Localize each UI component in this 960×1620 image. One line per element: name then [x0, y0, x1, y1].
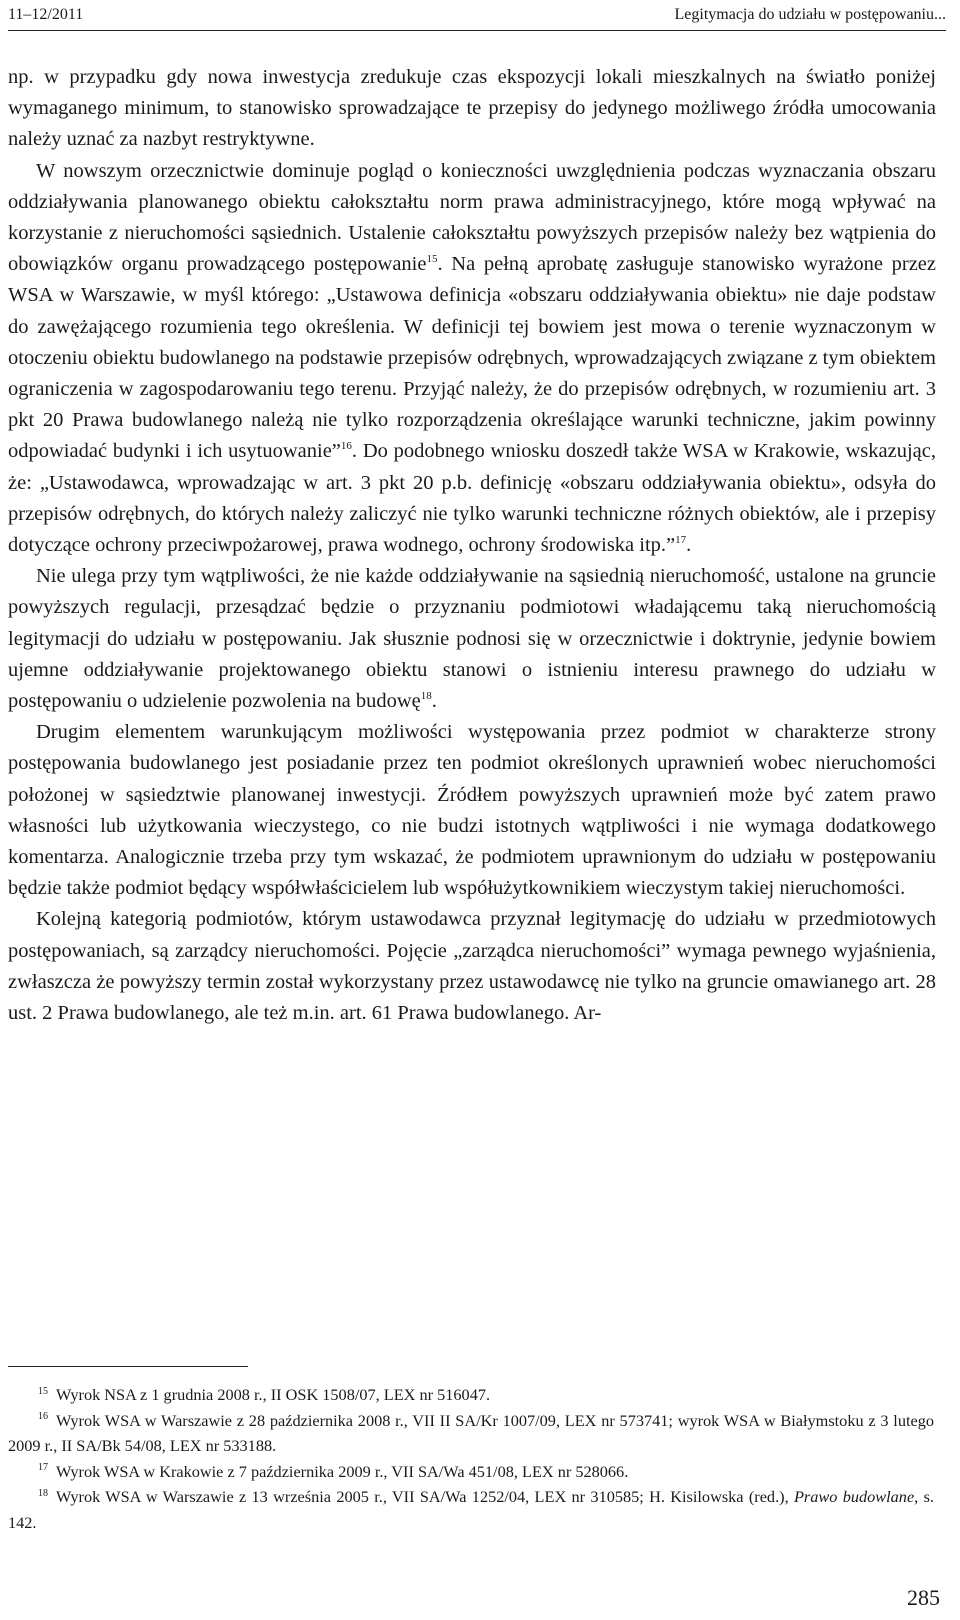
footnote-text: Wyrok WSA w Krakowie z 7 października 2009 r., VII SA/Wa 451/08, LEX nr 528066.	[56, 1461, 629, 1481]
issue-number: 11–12/2011	[8, 6, 84, 23]
footnote-text: Wyrok WSA w Warszawie z 28 października 2008 r., VII II SA/Kr 1007/09, LEX nr 573741; wyrok WSA w Białymstoku z 3 lutego 2009 r., II SA/Bk 54/08, LEX nr 533188.	[8, 1410, 934, 1455]
paragraph-text: . Do podobnego wniosku doszedł także WSA w Krakowie, wskazując, że: „Ustawodawca, wprowadzając w art. 3 pkt 20 p.b. definicję «obszaru oddziaływania obiektu», odsyła do przepisów odrębnych, do których należy zaliczyć nie tylko warunki techniczne różnych obiektów, ale i przepisy dotyczące ochrony przeciwpożarowej, prawa wodnego, ochrony środowiska itp.”	[8, 440, 936, 557]
footnote-ref[interactable]: 16	[340, 440, 352, 453]
page-number: 285	[907, 1585, 940, 1610]
footnote-text: Wyrok NSA z 1 grudnia 2008 r., II OSK 1508/07, LEX nr 516047.	[56, 1385, 491, 1404]
footnote-text: Wyrok WSA w Warszawie z 13 września 2005 r., VII SA/Wa 1252/04, LEX nr 310585; H. Kisilowska (red.),	[56, 1487, 789, 1506]
footnote	[8, 1408, 934, 1459]
footnote-divider	[8, 1366, 248, 1367]
paragraph-text: . Na pełną aprobatę zasługuje stanowisko wyrażone przez WSA w Warszawie, w myśl którego: „Ustawowa definicja «obszaru oddziaływania obiektu» nie daje podstaw do zawężającego rozumienia tego określenia. W definicji tej bowiem jest mowa o terenie wyznaczonym w otoczeniu obiektu budowlanego na podstawie przepisów odrębnych, wprowadzających związane z tym obiektem ograniczenia w zagospodarowaniu tego terenu. Przyjąć należy, że do przepisów odrębnych, w rozumieniu art. 3 pkt 20 Prawa budowlanego należą nie tylko rozporządzenia określające warunki techniczne, jakim powinny odpowiadać budynki i ich usytuowanie”	[8, 253, 936, 463]
paragraph-text: np. w przypadku gdy nowa inwestycja zredukuje czas ekspozycji lokali mieszkalnych na światło poniżej wymaganego minimum, to stanowisko sprowadzające te przepisy do jedynego możliwego źródła umocowania należy uznać za nazbyt restryktywne.	[8, 66, 936, 151]
running-header	[8, 2, 946, 31]
paragraph	[8, 717, 936, 904]
cited-title: Prawo budowlane	[793, 1487, 915, 1506]
running-title: Legitymacja do udziału w postępowaniu...	[674, 6, 946, 23]
footnote	[8, 1382, 934, 1408]
footnote-ref[interactable]: 15	[426, 253, 438, 266]
paragraph-text: .	[686, 534, 692, 557]
footnote-ref[interactable]: 18	[420, 690, 432, 703]
paragraph	[8, 62, 936, 156]
footnote-number: 16	[38, 1411, 48, 1423]
footnote	[8, 1459, 934, 1485]
footnote-number: 18	[38, 1487, 48, 1499]
paragraph	[8, 904, 936, 1029]
footnote-number: 17	[38, 1462, 48, 1474]
paragraph-text: .	[431, 690, 437, 713]
paragraph-text: Kolejną kategorią podmiotów, którym ustawodawca przyznał legitymację do udziału w przedmiotowych postępowaniach, są zarządcy nieruchomości. Pojęcie „zarządca nieruchomości” wymaga pewnego wyjaśnienia, zwłaszcza że powyższy termin został wykorzystany przez ustawodawcę nie tylko na gruncie omawianego art. 28 ust. 2 Prawa budowlanego, ale też m.in. art. 61 Prawa budowlanego. Ar-	[8, 908, 936, 1025]
paragraph-text: W nowszym orzecznictwie dominuje pogląd o konieczności uwzględnienia podczas wyznaczania obszaru oddziaływania planowanego obiektu całokształtu norm prawa administracyjnego, które mogą wpływać na korzystanie z nieruchomości sąsiednich. Ustalenie całokształtu powyższych przepisów należy bez wątpienia do obowiązków organu prowadzącego postępowanie	[8, 159, 936, 276]
footnote-ref[interactable]: 17	[675, 534, 687, 547]
paragraph-text: Drugim elementem warunkującym możliwości występowania przez podmiot w charakterze strony postępowania budowlanego jest posiadanie przez ten podmiot określonych uprawnień wobec nieruchomości położonej w sąsiedztwie planowanej inwestycji. Źródłem powyższych uprawnień może być zatem prawo własności lub użytkowania wieczystego, co nie budzi istotnych wątpliwości i nie wymaga dodatkowego komentarza. Analogicznie trzeba przy tym wskazać, że podmiotem uprawnionym do udziału w postępowaniu będzie także podmiot będący współwłaścicielem lub współużytkownikiem wieczystym takiej nieruchomości.	[8, 721, 936, 900]
main-text	[8, 62, 936, 1029]
paragraph	[8, 156, 936, 562]
paragraph-text: Nie ulega przy tym wątpliwości, że nie każde oddziaływanie na sąsiednią nieruchomość, ustalone na gruncie powyższych regulacji, przesądzać będzie o przyznaniu podmiotowi władającemu taką nieruchomością legitymacji do udziału w postępowaniu. Jak słusznie podnosi się w orzecznictwie i doktrynie, jedynie bowiem ujemne oddziaływanie projektowanego obiektu stanowi o istnieniu interesu prawnego do udziału w postępowaniu o udzielenie pozwolenia na budowę	[8, 565, 936, 713]
footnote	[8, 1484, 934, 1535]
paragraph	[8, 561, 936, 717]
footnote-text: , s. 142.	[8, 1487, 934, 1532]
footnotes	[8, 1382, 934, 1535]
footnote-number: 15	[38, 1385, 48, 1397]
